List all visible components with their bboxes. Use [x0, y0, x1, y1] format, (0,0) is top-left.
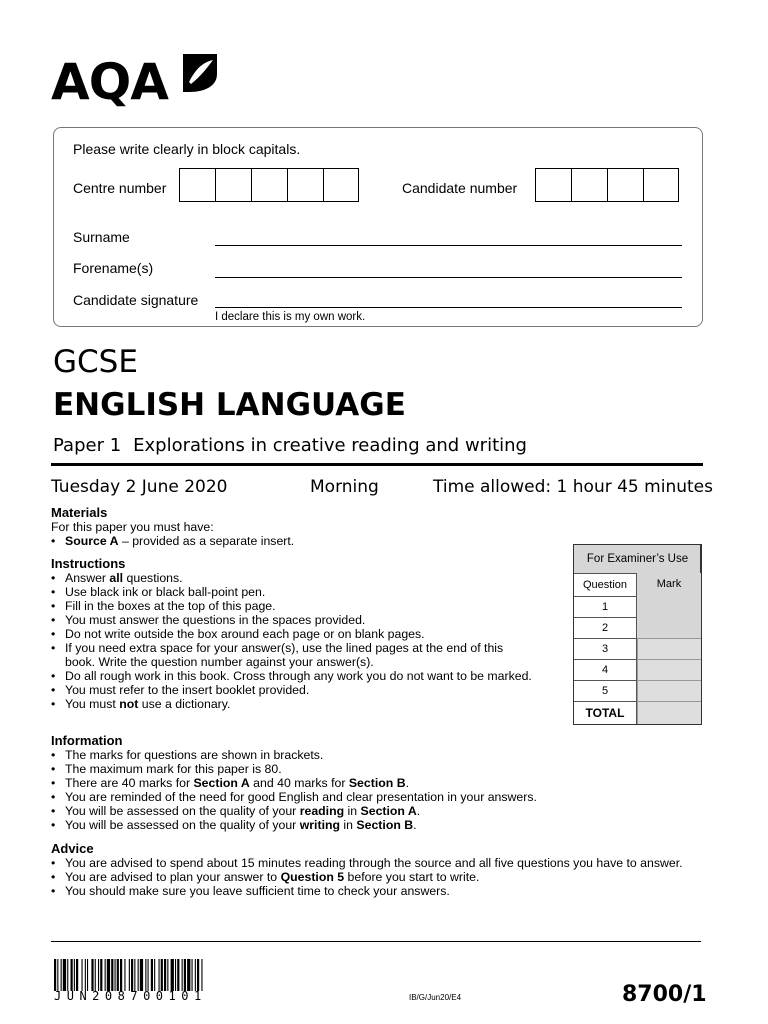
exam-date: Tuesday 2 June 2020	[51, 477, 228, 497]
list-item: • You must refer to the insert booklet provided.	[51, 683, 533, 697]
paper-name: Explorations in creative reading and writing	[133, 435, 527, 456]
forename-field[interactable]	[215, 277, 682, 278]
list-item: • Source A – provided as a separate insert.	[51, 534, 531, 548]
candidate-number-label: Candidate number	[402, 180, 518, 196]
information-heading: Information	[51, 733, 123, 748]
mark-column-header: Mark	[637, 573, 701, 596]
list-item: • Do not write outside the box around each page or on blank pages.	[51, 627, 533, 641]
forename-label: Forename(s)	[73, 260, 154, 276]
list-item: • You should make sure you leave sufficient time to check your answers.	[51, 884, 691, 898]
list-item: • You must answer the questions in the spaces provided.	[51, 613, 533, 627]
question-number-cell: 4	[574, 659, 637, 680]
qualification-title: GCSE	[53, 344, 138, 380]
paper-number: Paper 1	[53, 435, 122, 456]
list-item: • There are 40 marks for Section A and 40 marks for Section B.	[51, 776, 701, 790]
centre-number-label: Centre number	[73, 180, 167, 196]
subject-title: ENGLISH LANGUAGE	[53, 387, 406, 423]
instructions-heading: Instructions	[51, 556, 126, 571]
total-label: TOTAL	[574, 701, 637, 724]
candidate-digit-box[interactable]	[571, 168, 607, 202]
information-list	[51, 748, 701, 832]
mark-cell[interactable]	[637, 680, 701, 701]
materials-list	[51, 534, 531, 548]
mark-cell[interactable]	[637, 596, 701, 638]
centre-digit-box[interactable]	[287, 168, 323, 202]
candidate-digit-box[interactable]	[535, 168, 571, 202]
logo-text: AQA	[51, 53, 168, 111]
question-number-cell: 3	[574, 638, 637, 659]
list-item: • The maximum mark for this paper is 80.	[51, 762, 701, 776]
materials-intro: For this paper you must have:	[51, 520, 214, 534]
title-divider	[51, 463, 703, 466]
footer-divider	[51, 941, 701, 942]
exam-session: Morning	[310, 477, 379, 497]
centre-digit-box[interactable]	[179, 168, 215, 202]
signature-field[interactable]	[215, 307, 682, 308]
aqa-leaf-icon	[179, 52, 219, 92]
list-item: • You are reminded of the need for good English and clear presentation in your answers.	[51, 790, 701, 804]
aqa-logo	[51, 52, 221, 114]
candidate-number-boxes	[535, 168, 679, 202]
centre-number-boxes	[179, 168, 359, 202]
centre-digit-box[interactable]	[251, 168, 287, 202]
question-column-header: Question	[574, 573, 637, 596]
centre-digit-box[interactable]	[215, 168, 251, 202]
instructions-list	[51, 571, 533, 711]
candidate-details-box	[53, 127, 703, 327]
barcode	[54, 959, 301, 991]
exam-details-row	[51, 476, 711, 500]
list-item: • Answer all questions.	[51, 571, 533, 585]
declaration-text: I declare this is my own work.	[215, 311, 366, 323]
surname-label: Surname	[73, 229, 130, 245]
list-item: • If you need extra space for your answer(s), use the lined pages at the end of this book. Write the question number against your answer(s).	[51, 641, 533, 669]
list-item: • Fill in the boxes at the top of this page.	[51, 599, 533, 613]
question-number-cell: 5	[574, 680, 637, 701]
paper-reference: IB/G/Jun20/E4	[409, 993, 462, 1002]
signature-label: Candidate signature	[73, 292, 199, 308]
list-item: • You will be assessed on the quality of your reading in Section A.	[51, 804, 701, 818]
centre-digit-box[interactable]	[323, 168, 359, 202]
paper-code: 8700/1	[622, 982, 707, 1007]
examiner-table-title: For Examiner’s Use	[586, 553, 689, 565]
examiner-use-table	[573, 544, 702, 725]
total-mark-cell[interactable]	[637, 701, 701, 724]
list-item: • Use black ink or black ball-point pen.	[51, 585, 533, 599]
mark-cell[interactable]	[637, 638, 701, 659]
block-capitals-instruction: Please write clearly in block capitals.	[73, 141, 301, 157]
list-item: • You will be assessed on the quality of your writing in Section B.	[51, 818, 701, 832]
mark-cell[interactable]	[637, 659, 701, 680]
question-number-cell: 2	[574, 617, 637, 638]
advice-heading: Advice	[51, 841, 94, 856]
candidate-digit-box[interactable]	[607, 168, 643, 202]
materials-heading: Materials	[51, 505, 108, 520]
question-number-cell: 1	[574, 596, 637, 617]
time-allowed: Time allowed: 1 hour 45 minutes	[433, 477, 713, 497]
paper-title	[53, 435, 527, 457]
surname-field[interactable]	[215, 245, 682, 246]
list-item: • You are advised to plan your answer to Question 5 before you start to write.	[51, 870, 691, 884]
list-item: • You are advised to spend about 15 minutes reading through the source and all five questions you have to answer.	[51, 856, 691, 870]
candidate-digit-box[interactable]	[643, 168, 679, 202]
list-item: • The marks for questions are shown in brackets.	[51, 748, 701, 762]
list-item: • Do all rough work in this book. Cross through any work you do not want to be marked.	[51, 669, 533, 683]
list-item: • You must not use a dictionary.	[51, 697, 533, 711]
advice-list	[51, 856, 691, 898]
barcode-number: JUN208700101	[54, 989, 207, 1003]
